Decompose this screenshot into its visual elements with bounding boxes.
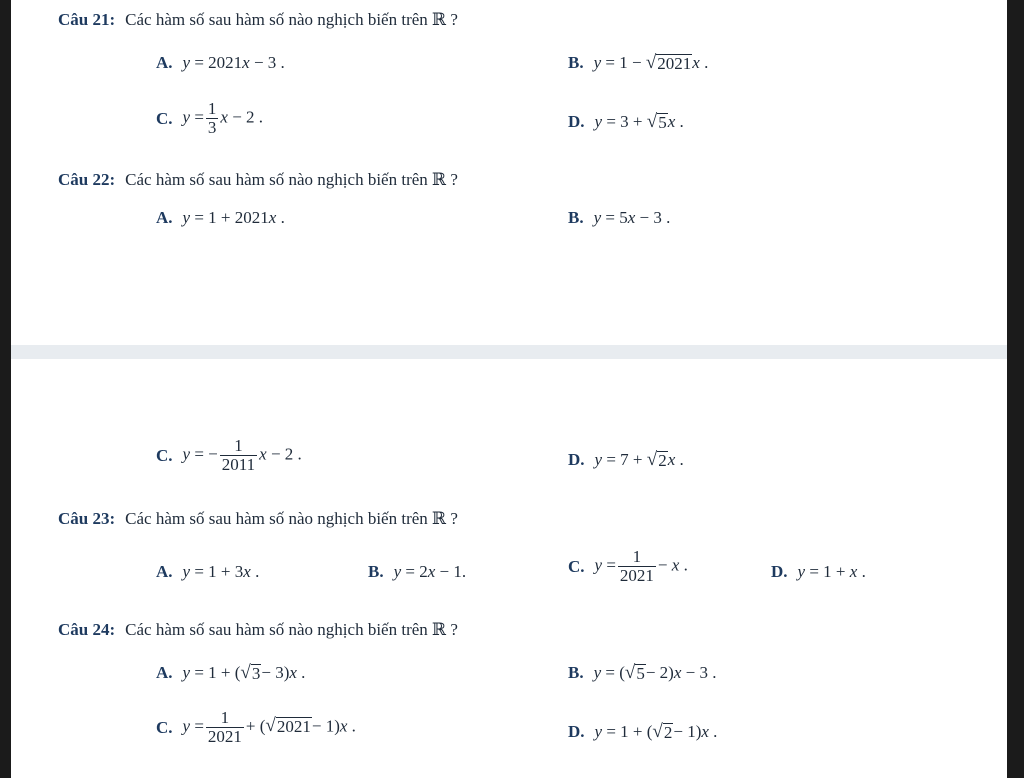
q23-option-d-formula: y = 1 + x . (797, 562, 866, 581)
question-24 (58, 620, 458, 640)
option-letter: B. (568, 663, 584, 682)
question-23-text: Các hàm số sau hàm số nào nghịch biến trên ℝ ? (125, 509, 458, 528)
option-letter: A. (156, 53, 173, 72)
q22-option-c-formula: y = − $\frac{1}{2011}$ x − 2 . (182, 436, 302, 474)
option-letter: D. (568, 450, 585, 469)
q23-option-b[interactable] (368, 562, 466, 582)
q24-option-c[interactable] (156, 709, 356, 746)
option-letter: C. (156, 445, 173, 465)
question-24-text: Các hàm số sau hàm số nào nghịch biến trên ℝ ? (125, 620, 458, 639)
question-23-label: Câu 23: (58, 509, 116, 528)
q23-option-d[interactable] (771, 562, 866, 582)
q21-option-a-formula: y = 2021x − 3 . (182, 53, 285, 72)
q24-option-d-formula: y = 1 + ( √ 2 − 1)x . (594, 721, 718, 742)
option-letter: C. (156, 108, 173, 128)
q22-option-b-formula: y = 5x − 3 . (593, 208, 671, 227)
q22-option-a-formula: y = 1 + 2021x . (182, 208, 285, 227)
question-21-text: Các hàm số sau hàm số nào nghịch biến trên ℝ ? (125, 10, 458, 29)
option-letter: D. (568, 112, 585, 131)
q23-option-a-formula: y = 1 + 3x . (182, 562, 260, 581)
q22-option-c[interactable] (156, 437, 302, 474)
page-separator (11, 345, 1007, 359)
option-letter: C. (568, 556, 585, 576)
q22-option-b[interactable] (568, 208, 670, 228)
question-21 (58, 10, 458, 30)
option-letter: A. (156, 208, 173, 227)
q24-option-a-formula: y = 1 + ( √ 3 − 3)x . (182, 662, 306, 683)
option-letter: C. (156, 717, 173, 737)
q22-option-d[interactable] (568, 450, 684, 470)
q23-option-c-formula: y = $\frac{1}{2021}$ − x . (594, 547, 688, 585)
q24-option-c-formula: y = $\frac{1}{2021}$ + ( √ 2021 − 1)x . (182, 708, 356, 746)
option-letter: A. (156, 663, 173, 682)
question-22-text: Các hàm số sau hàm số nào nghịch biến trên ℝ ? (125, 170, 458, 189)
q24-option-a[interactable] (156, 663, 305, 683)
option-letter: D. (568, 722, 585, 741)
q23-option-c[interactable] (568, 548, 688, 585)
option-letter: B. (568, 53, 584, 72)
option-letter: B. (568, 208, 584, 227)
question-22-label: Câu 22: (58, 170, 116, 189)
left-edge (0, 0, 11, 778)
q22-option-d-formula: y = 7 + √ 2 x . (594, 449, 684, 470)
q21-option-c[interactable] (156, 100, 263, 137)
question-21-label: Câu 21: (58, 10, 116, 29)
q22-option-a[interactable] (156, 208, 285, 228)
q24-option-b-formula: y = ( √ 5 − 2)x − 3 . (593, 662, 717, 683)
question-24-label: Câu 24: (58, 620, 116, 639)
q21-option-b[interactable] (568, 53, 708, 73)
q21-option-d[interactable] (568, 112, 684, 132)
option-letter: B. (368, 562, 384, 581)
q21-option-c-formula: y = $\frac{1}{3}$ x − 2 . (182, 99, 264, 137)
q23-option-a[interactable] (156, 562, 259, 582)
q23-option-b-formula: y = 2x − 1. (393, 562, 467, 581)
right-edge (1007, 0, 1024, 778)
option-letter: D. (771, 562, 788, 581)
question-22 (58, 170, 458, 190)
q24-option-d[interactable] (568, 722, 717, 742)
question-23 (58, 509, 458, 529)
option-letter: A. (156, 562, 173, 581)
q21-option-d-formula: y = 3 + √ 5 x . (594, 111, 684, 132)
q21-option-b-formula: y = 1 − √ 2021 x . (593, 52, 709, 73)
q24-option-b[interactable] (568, 663, 716, 683)
q21-option-a[interactable] (156, 53, 285, 73)
